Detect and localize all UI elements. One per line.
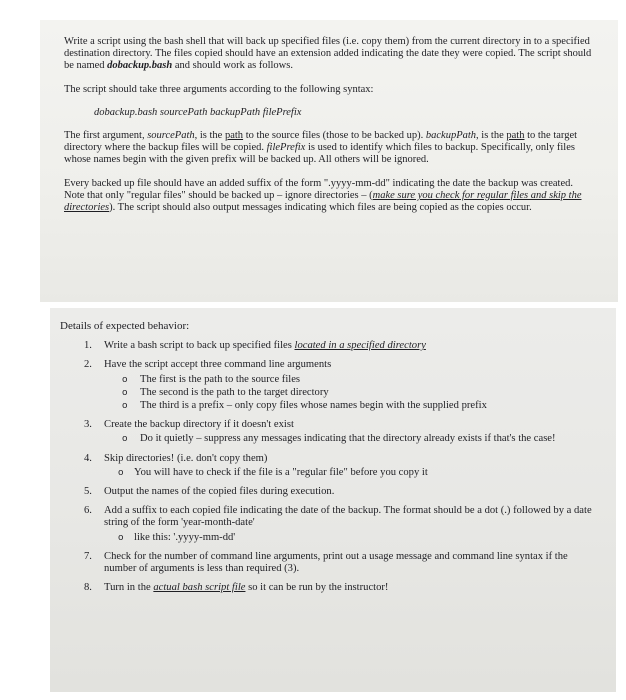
hollow-bullet-icon: o <box>122 401 128 412</box>
behavior-item <box>60 359 602 412</box>
arguments-paragraph: The first argument, sourcePath, is the path to the source files (those to be backed up). backupPath, is the path to the target directory where the backup files will be copied. filePrefix is used to identify which files to backup. Specifically, only files whose names begin with the given prefix will be backed up. All others will be ignored. <box>64 130 578 166</box>
behavior-item <box>60 453 602 479</box>
behavior-item <box>60 340 602 352</box>
sub-item-text: The first is the path to the source files <box>140 373 301 385</box>
sub-list <box>104 467 602 479</box>
sub-item-text: The second is the path to the target directory <box>140 386 329 398</box>
item-number: 4. <box>84 452 92 464</box>
item-number: 3. <box>84 419 92 431</box>
script-name: dobackup.bash <box>107 60 173 72</box>
item-number: 1. <box>84 340 92 352</box>
item-text-tail: so it can be run by the instructor! <box>245 582 389 594</box>
behavior-item <box>60 551 602 575</box>
item-number: 6. <box>84 505 92 517</box>
sub-item <box>104 433 602 445</box>
sub-item-text: The third is a prefix – only copy files whose names begin with the supplied prefix <box>140 400 487 412</box>
sub-item <box>104 374 602 386</box>
hollow-bullet-icon: o <box>118 532 124 543</box>
item-number: 8. <box>84 582 92 594</box>
hollow-bullet-icon: o <box>122 387 128 398</box>
sub-list <box>104 532 602 544</box>
behavior-item <box>60 582 602 594</box>
behavior-item <box>60 486 602 498</box>
item-text: Create the backup directory if it doesn't exist <box>104 419 294 431</box>
item-text: Skip directories! (i.e. don't copy them) <box>104 452 268 464</box>
item-text: Write a bash script to back up specified files <box>104 340 295 352</box>
sub-item <box>104 400 602 412</box>
sub-item <box>104 467 602 479</box>
behavior-list <box>60 340 602 594</box>
sub-list <box>104 374 602 413</box>
suffix-paragraph: Every backed up file should have an added suffix of the form ".yyyy-mm-dd" indicating the date the backup was created. Note that only "regular files" should be backed up – ignore directories – (make sure you check for regular files and skip the directories). The script should also output messages indicating which files are being copied as the copies occur. <box>64 177 582 214</box>
sub-item-text: You will have to check if the file is a "regular file" before you copy it <box>134 466 428 478</box>
item-text: Add a suffix to each copied file indicating the date of the backup. The format should be a dot (.) followed by a date string of the form 'year-month-date' <box>104 505 592 529</box>
item-number: 5. <box>84 486 92 498</box>
details-title: Details of expected behavior: <box>60 320 190 332</box>
sub-item <box>104 532 602 544</box>
instructions-panel <box>40 20 618 302</box>
item-emphasis: located in a specified directory <box>294 340 426 352</box>
sub-item-text: Do it quietly – suppress any messages indicating that the directory already exists if that's the case! <box>140 433 556 445</box>
item-text: Have the script accept three command line arguments <box>104 359 332 371</box>
item-text: Turn in the <box>104 582 154 594</box>
sub-list <box>104 433 602 445</box>
syntax-intro: The script should take three arguments according to the following syntax: <box>64 83 374 95</box>
intro-paragraph: Write a script using the bash shell that will back up specified files (i.e. copy them) from the current directory in to a specified destination directory. The files copied should have an extension added indicating the date they were copied. The script should be named dobackup.bash and should work as follows. <box>64 36 592 72</box>
sub-item <box>104 387 602 399</box>
item-emphasis: actual bash script file <box>153 582 246 594</box>
item-number: 7. <box>84 550 92 562</box>
hollow-bullet-icon: o <box>122 374 128 385</box>
hollow-bullet-icon: o <box>118 467 124 478</box>
item-text: Check for the number of command line arguments, print out a usage message and command line syntax if the number of arguments is less than required (3). <box>104 550 568 575</box>
behavior-item <box>60 505 602 544</box>
behavior-item <box>60 419 602 445</box>
item-number: 2. <box>84 359 92 371</box>
item-text: Output the names of the copied files during execution. <box>104 486 335 498</box>
syntax-line: dobackup.bash sourcePath backupPath filePrefix <box>94 106 302 118</box>
hollow-bullet-icon: o <box>122 434 128 445</box>
expected-behavior-panel <box>50 308 616 692</box>
sub-item-text: like this: '.yyyy-mm-dd' <box>134 531 236 543</box>
